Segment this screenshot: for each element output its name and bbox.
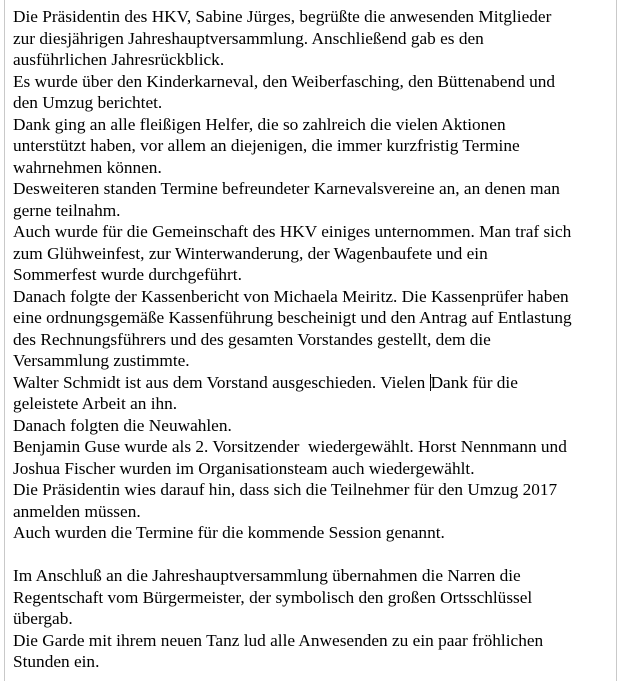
text-line: Sommerfest wurde durchgeführt. [13,265,242,284]
text-line: Benjamin Guse wurde als 2. Vorsitzender wiedergewählt. Horst Nennmann und [13,437,567,456]
text-line: gerne teilnahm. [13,200,121,220]
text-line: Joshua Fischer wurden im Organisationsteam auch wiedergewählt. [13,458,475,478]
text-line: Danach folgten die Neuwahlen. [13,415,232,435]
text-line: Auch wurden die Termine für die kommende Session genannt. [13,523,445,542]
text-line: übergab. [13,609,73,628]
text-line: zur diesjährigen Jahreshauptversammlung. Anschließend gab es den [13,28,484,48]
text-line: eine ordnungsgemäße Kassenführung bescheinigt und den Antrag auf Entlastung [13,308,572,327]
document-body[interactable] [13,6,619,673]
text-line-with-cursor [13,372,619,394]
text-line: Versammlung zustimmte. [13,351,190,370]
document-page [4,0,617,681]
text-line: des Rechnungsführers und des gesamten Vorstandes gestellt, dem die [13,329,491,349]
text-line: Regentschaft vom Bürgermeister, der symbolisch den großen Ortsschlüssel [13,587,533,607]
blank-line [13,544,619,566]
text-line: geleistete Arbeit an ihn. [13,394,178,413]
text-line: Desweiteren standen Termine befreundeter Karnevalsvereine an, an denen man [13,179,560,198]
text-line: unterstützt haben, vor allem an diejenigen, die immer kurzfristig Termine [13,136,520,155]
text-line: den Umzug berichtet. [13,93,163,112]
text-line: Es wurde über den Kinderkarneval, den Weiberfasching, den Büttenabend und [13,71,555,91]
text-line: Dank ging an alle fleißigen Helfer, die so zahlreich die vielen Aktionen [13,114,506,134]
text-line: Die Garde mit ihrem neuen Tanz lud alle Anwesenden zu ein paar fröhlichen [13,630,544,650]
text-line: Stunden ein. [13,652,100,671]
text-line: Im Anschluß an die Jahreshauptversammlung übernahmen die Narren die [13,566,521,585]
text-line-head: Walter Schmidt ist aus dem Vorstand ausgeschieden. Vielen [13,372,430,392]
text-line: Danach folgte der Kassenbericht von Michaela Meiritz. Die Kassenprüfer haben [13,286,569,306]
text-line: wahrnehmen können. [13,157,162,177]
text-line: zum Glühweinfest, zur Winterwanderung, der Wagenbaufete und ein [13,243,488,263]
text-line: ausführlichen Jahresrückblick. [13,50,225,69]
text-line-tail: Dank für die [430,372,518,392]
text-line: Die Präsidentin wies darauf hin, dass sich die Teilnehmer für den Umzug 2017 [13,480,558,499]
text-line: Auch wurde für die Gemeinschaft des HKV einiges unternommen. Man traf sich [13,222,572,241]
text-line: Die Präsidentin des HKV, Sabine Jürges, begrüßte die anwesenden Mitglieder [13,7,552,26]
text-line: anmelden müssen. [13,501,141,521]
